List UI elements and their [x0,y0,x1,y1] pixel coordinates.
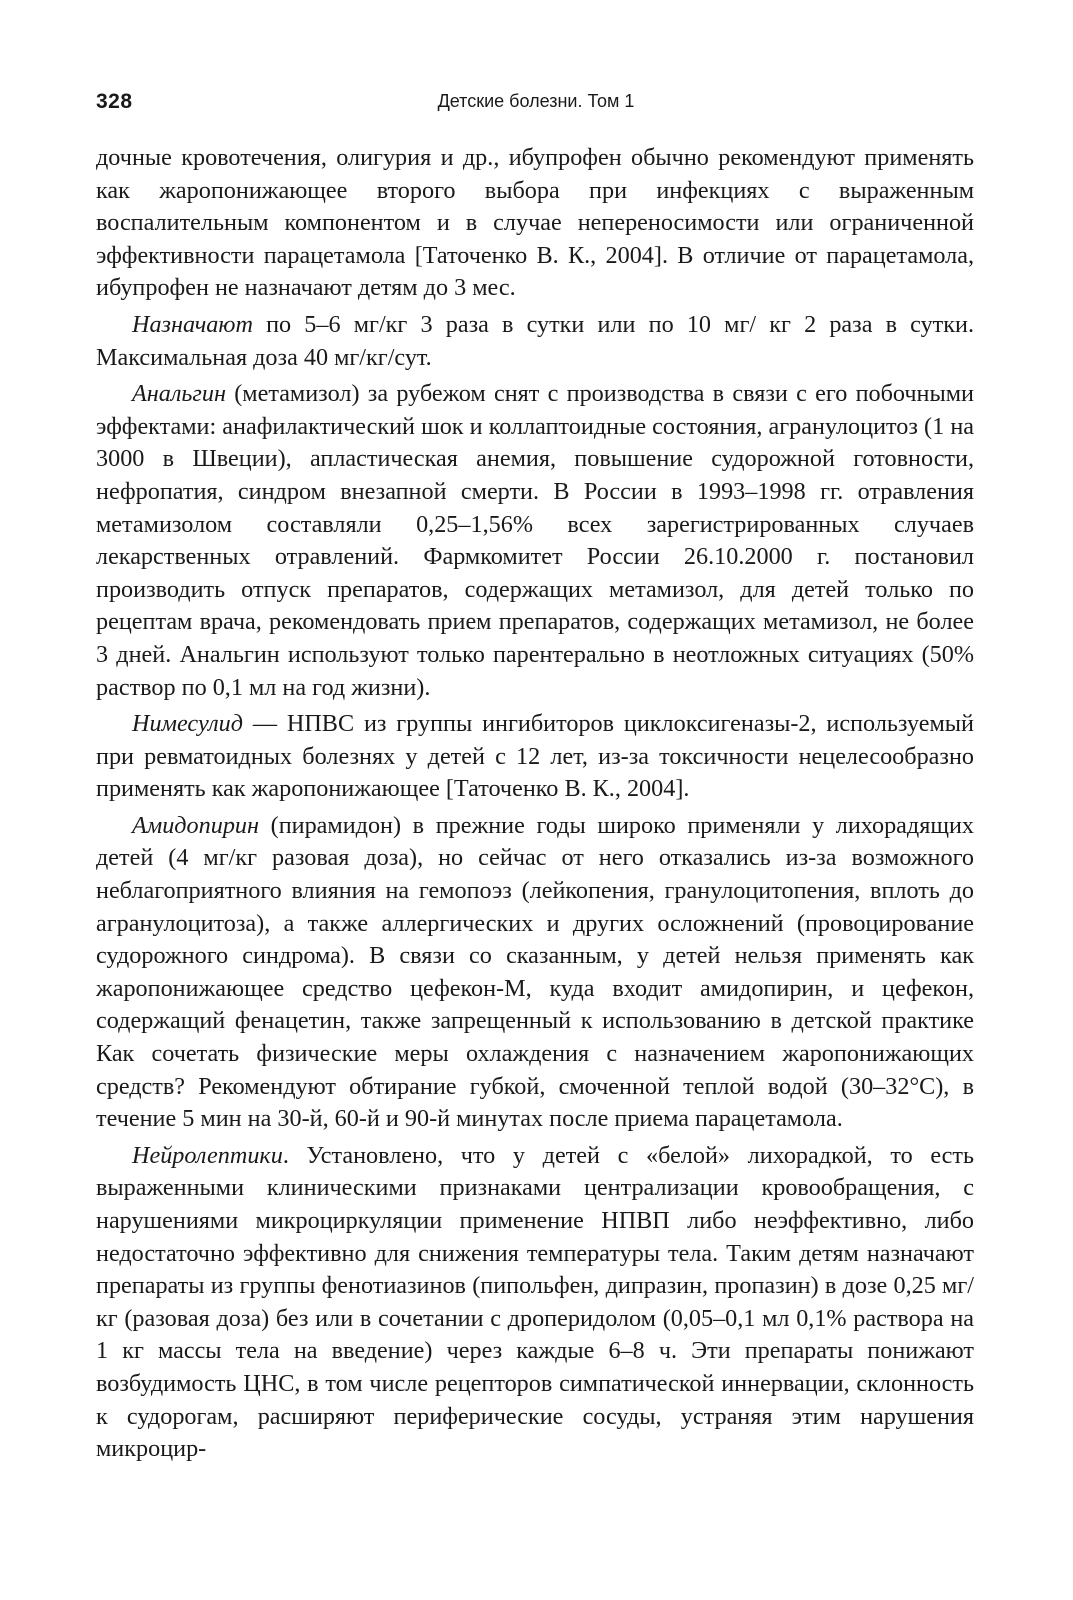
paragraph-term: Амидопирин [132,811,260,839]
paragraph-neuroleptics [96,1140,974,1466]
running-title: Детские болезни. Том 1 [437,91,635,111]
paragraph-text: (пирамидон) в прежние годы широко применяли у лихорадящих детей (4 мг/кг разовая доза), но сейчас от него отказались из-за возможного неблагоприятного влияния на гемопоэз (лейкопения, гранулоцитопения, вплоть до агранулоцитоза), а также аллергических и других осложнений (провоцирование судорожного синдрома). В связи со сказанным, у детей нельзя применять как жаропонижающее средство цефекон-М, куда входит амидопирин, и цефекон, содержащий фенацетин, также запрещенный к использованию в детской практике Как сочетать физические меры охлаждения с назначением жаропонижающих средств? Рекомендуют обтирание губкой, смоченной теплой водой (30–32°С), в течение 5 мин на 30-й, 60-й и 90-й минутах после приема парацетамола. [96,811,974,1133]
paragraph-text: (метамизол) за рубежом снят с производства в связи с его побочными эффектами: анафилактический шок и коллаптоидные состояния, агранулоцитоз (1 на 3000 в Швеции), апластическая анемия, повышение судорожной готовности, нефропатия, синдром внезапной смерти. В России в 1993–1998 гг. отравления метамизолом составляли 0,25–1,56% всех зарегистрированных случаев лекарственных отравлений. Фармкомитет России 26.10.2000 г. постановил производить отпуск препаратов, содержащих метамизол, для детей только по рецептам врача, рекомендовать прием препаратов, содержащих метамизол, не более 3 дней. Анальгин используют только парентерально в неотложных ситуациях (50% раствор по 0,1 мл на год жизни). [96,380,974,701]
paragraph-text: по 5–6 мг/кг 3 раза в сутки или по 10 мг/ кг 2 раза в сутки. Максимальная доза 40 мг/кг/сут. [96,310,974,371]
page-header [96,90,976,120]
page-number: 328 [96,90,133,113]
paragraph-text: . Установлено, что у детей с «белой» лихорадкой, то есть выраженными клиническими признаками централизации кровообращения, с нарушениями микроциркуляции применение НПВП либо неэффективно, либо недостаточно эффективно для снижения температуры тела. Таким детям назначают препараты из группы фенотиазинов (пипольфен, дипразин, пропазин) в дозе 0,25 мг/кг (разовая доза) без или в сочетании с дроперидолом (0,05–0,1 мл 0,1% раствора на 1 кг массы тела на введение) через каждые 6–8 ч. Эти препараты понижают возбудимость ЦНС, в том числе рецепторов симпатической иннервации, склонность к судорогам, расширяют периферические сосуды, устраняя этим нарушения микроцир- [96,1141,974,1463]
paragraph-term: Назначают [132,310,253,338]
paragraph-analgin [96,378,974,704]
paragraph-text: — НПВС из группы ингибиторов циклоксигеназы-2, используемый при ревматоидных болезнях у детей с 12 лет, из-за токсичности нецелесообразно применять как жаропонижающее [Таточенко В. К., 2004]. [96,710,974,803]
paragraph-dosage [96,309,974,374]
paragraph-nimesulide [96,708,974,806]
paragraph-text: дочные кровотечения, олигурия и др., ибупрофен обычно рекомендуют применять как жаропонижающее второго выбора при инфекциях с выраженным воспалительным компонентом и в случае непереносимости или ограниченной эффективности парацетамола [Таточенко В. К., 2004]. В отличие от парацетамола, ибупрофен не назначают детям до 3 мес. [96,144,974,302]
paragraph-term: Нимесулид [132,710,243,738]
paragraph-amidopyrine [96,810,974,1136]
paragraph-continuation [96,142,974,305]
body-text [96,142,974,1470]
paragraph-term: Анальгин [132,380,226,408]
paragraph-term: Нейролептики [132,1141,283,1169]
